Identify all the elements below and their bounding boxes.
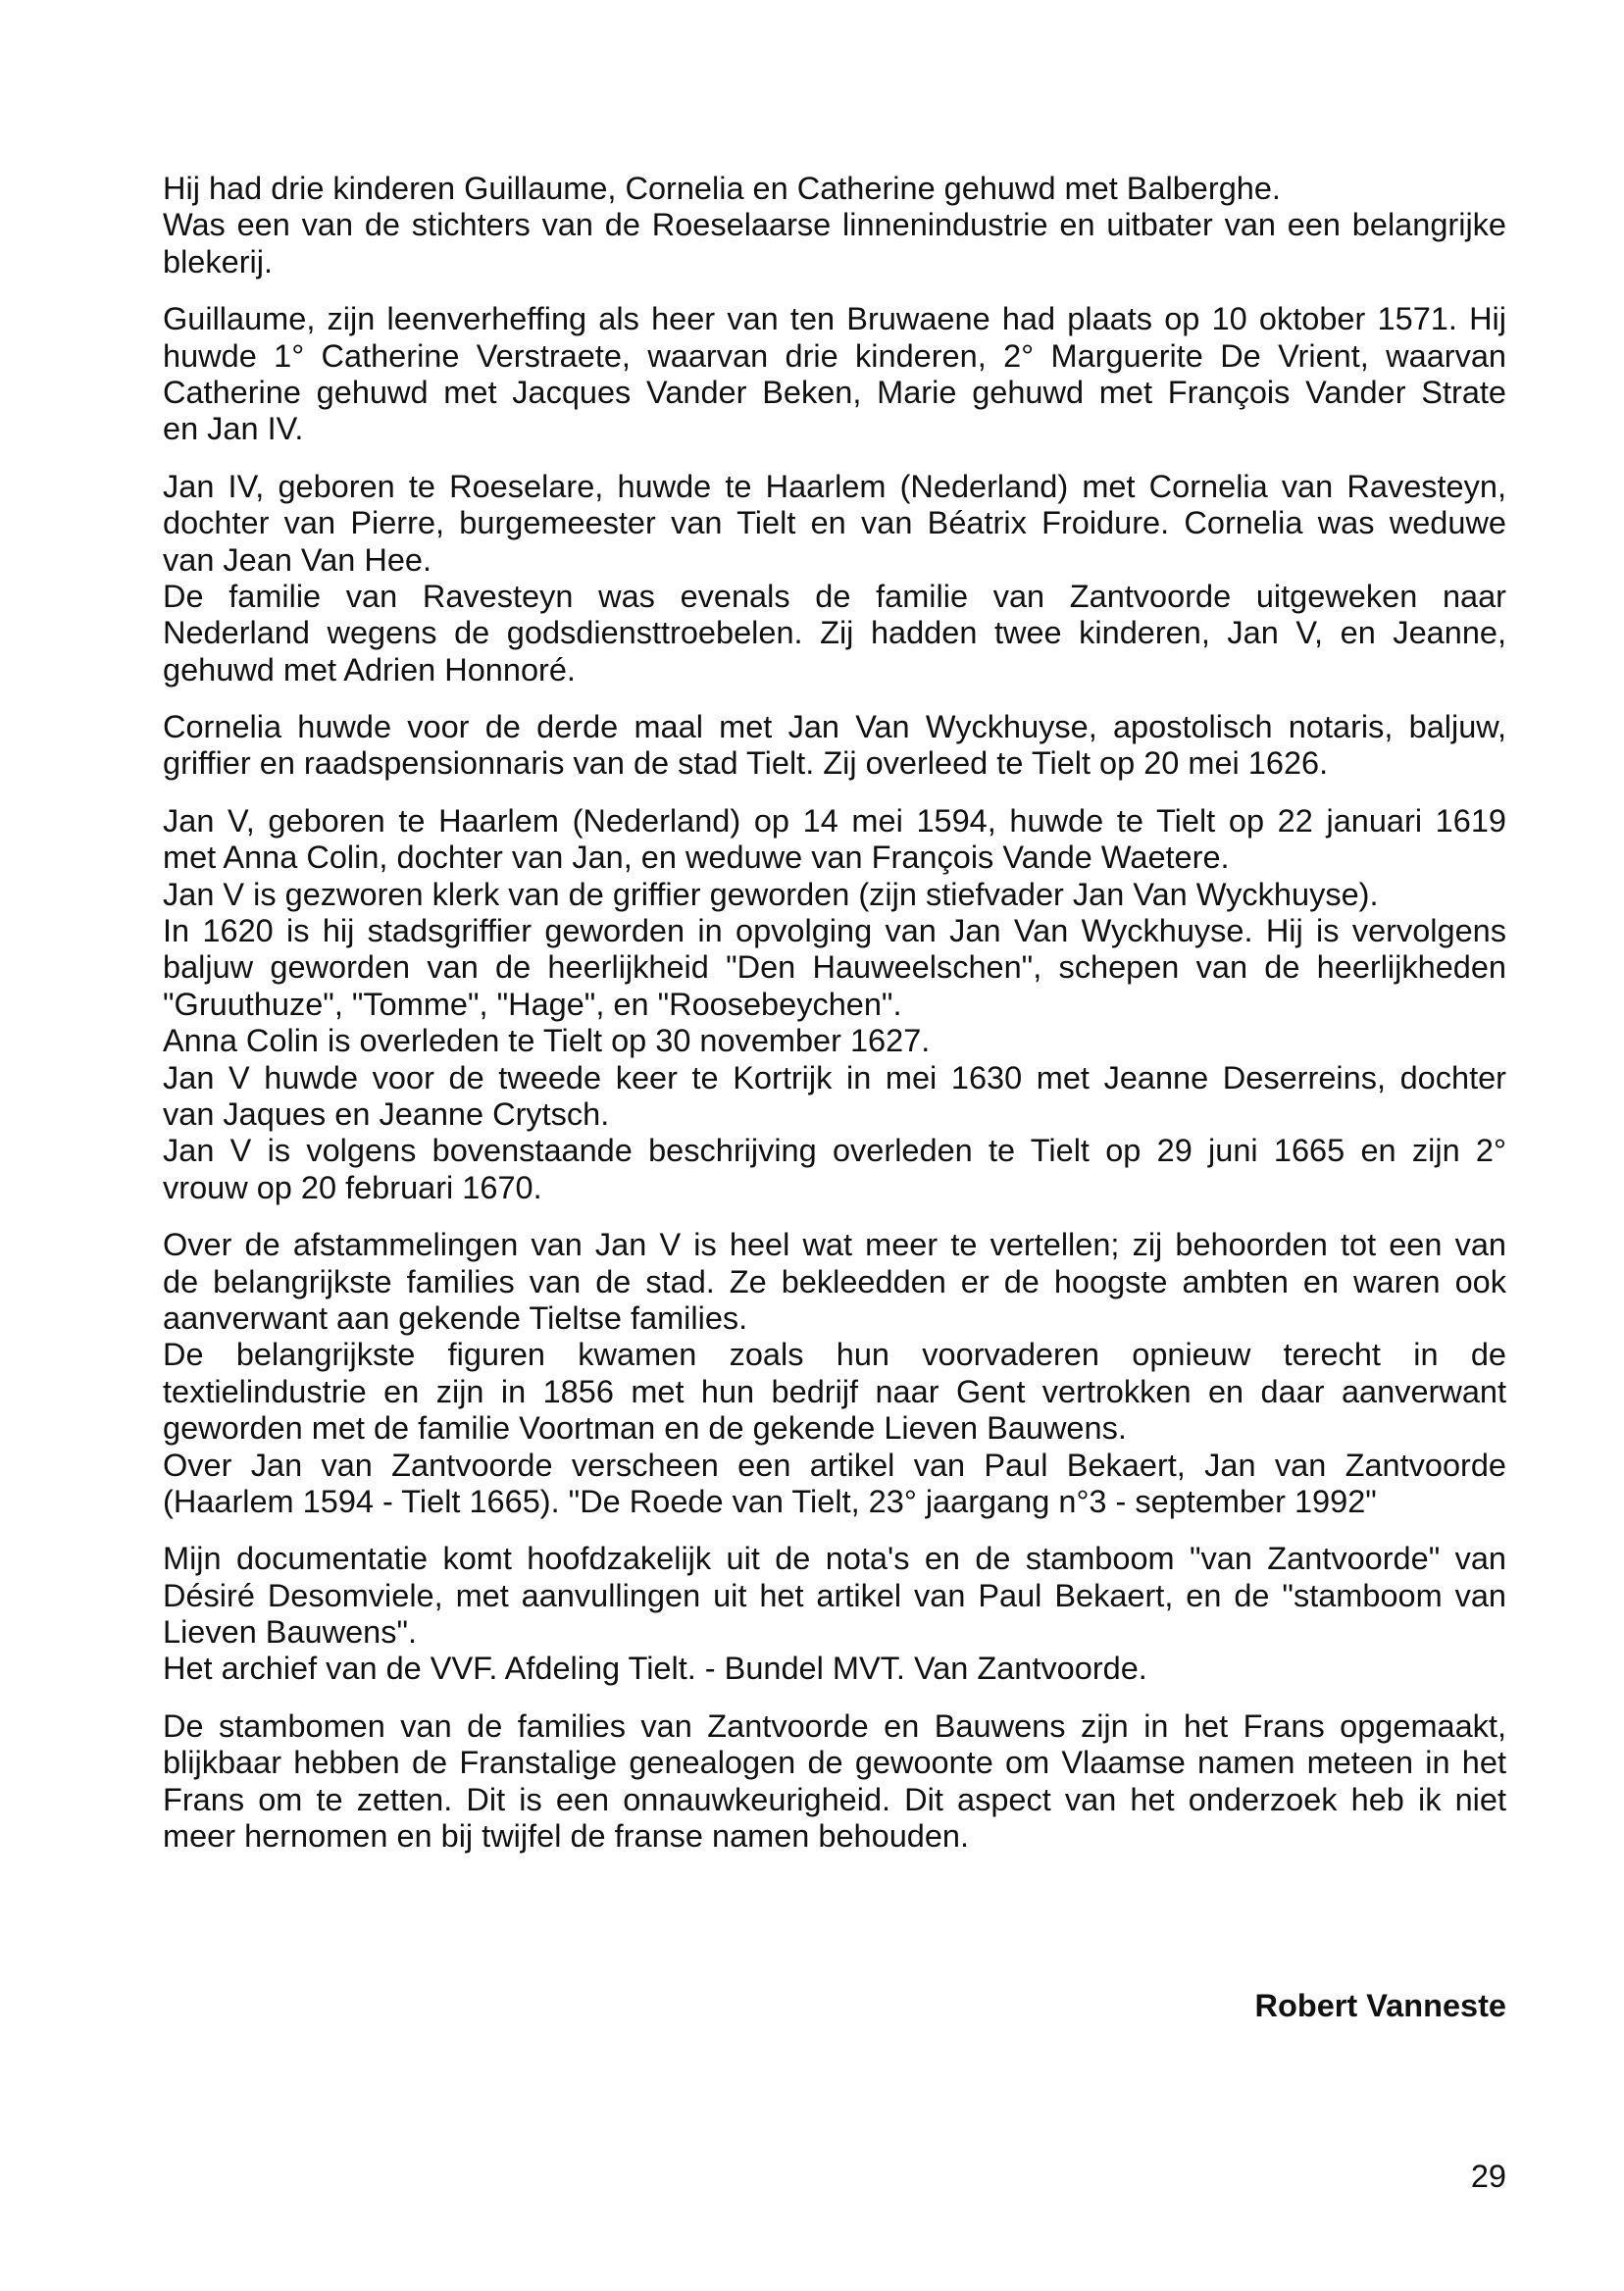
text-line: Frans om te zetten. Dit is een onnauwkeurigheid. Dit aspect van het onderzoek heb ik niet (163, 1781, 1506, 1817)
text-line: vrouw op 20 februari 1670. (163, 1169, 542, 1205)
paragraph (163, 469, 1506, 688)
text-line: van Jaques en Jeanne Crytsch. (163, 1095, 610, 1132)
text-line: Was een van de stichters van de Roeselaarse linnenindustrie en uitbater van een belangrijke (163, 207, 1506, 243)
paragraph (163, 709, 1506, 783)
paragraph (163, 803, 1506, 1206)
text-line: huwde 1° Catherine Verstraete, waarvan drie kinderen, 2° Marguerite De Vrient, waarvan (163, 337, 1506, 374)
text-line: gehuwd met Adrien Honnoré. (163, 651, 576, 687)
text-line: Jan V huwde voor de tweede keer te Kortrijk in mei 1630 met Jeanne Deserreins, dochter (163, 1059, 1506, 1095)
text-line: De belangrijkste figuren kwamen zoals hun voorvaderen opnieuw terecht in de (163, 1337, 1506, 1373)
text-line: geworden met de familie Voortman en de gekende Lieven Bauwens. (163, 1410, 1127, 1447)
text-line: "Gruuthuze", "Tomme", "Hage", en "Roosebeychen". (163, 986, 902, 1022)
text-line: (Haarlem 1594 - Tielt 1665). "De Roede van Tielt, 23° jaargang n°3 - september 1992" (163, 1483, 1377, 1519)
paragraph (163, 171, 1506, 280)
text-line: De familie van Ravesteyn was evenals de familie van Zantvoorde uitgeweken naar (163, 578, 1506, 614)
text-line: met Anna Colin, dochter van Jan, en weduwe van François Vande Waetere. (163, 840, 1230, 876)
document-body (163, 171, 1506, 1875)
text-line: textielindustrie en zijn in 1856 met hun bedrijf naar Gent vertrokken en daar aanverwant (163, 1373, 1506, 1409)
text-line: meer hernomen en bij twijfel de franse namen behouden. (163, 1818, 970, 1855)
text-line: Lieven Bauwens". (163, 1614, 418, 1651)
paragraph (163, 1541, 1506, 1688)
text-line: Over Jan van Zantvoorde verscheen een artikel van Paul Bekaert, Jan van Zantvoorde (163, 1447, 1506, 1483)
text-line: Over de afstammelingen van Jan V is heel wat meer te vertellen; zij behoorden tot een van (163, 1227, 1506, 1263)
paragraph (163, 1227, 1506, 1520)
author-signature: Robert Vanneste (1254, 1988, 1506, 2023)
text-line: Nederland wegens de godsdiensttroebelen. Zij hadden twee kinderen, Jan V, en Jeanne, (163, 615, 1506, 651)
text-line: Het archief van de VVF. Afdeling Tielt. - Bundel MVT. Van Zantvoorde. (163, 1651, 1147, 1687)
text-line: Jan V, geboren te Haarlem (Nederland) op 14 mei 1594, huwde te Tielt op 22 januari 1619 (163, 802, 1506, 839)
text-line: Hij had drie kinderen Guillaume, Cornelia en Catherine gehuwd met Balberghe. (163, 171, 1281, 206)
text-line: Mijn documentatie komt hoofdzakelijk uit de nota's en de stamboom "van Zantvoorde" van (163, 1541, 1506, 1577)
text-line: Guillaume, zijn leenverheffing als heer van ten Bruwaene had plaats op 10 oktober 1571. Hij (163, 301, 1506, 337)
text-line: Jan V is volgens bovenstaande beschrijving overleden te Tielt op 29 juni 1665 en zijn 2° (163, 1133, 1506, 1169)
paragraph (163, 301, 1506, 448)
text-line: De stambomen van de families van Zantvoorde en Bauwens zijn in het Frans opgemaakt, (163, 1707, 1506, 1744)
text-line: en Jan IV. (163, 411, 304, 447)
text-line: Désiré Desomviele, met aanvullingen uit het artikel van Paul Bekaert, en de "stamboom van (163, 1577, 1506, 1613)
text-line: de belangrijkste families van de stad. Ze bekleedden er de hoogste ambten en waren ook (163, 1263, 1506, 1299)
text-line: In 1620 is hij stadsgriffier geworden in opvolging van Jan Van Wyckhuyse. Hij is vervolgens (163, 913, 1506, 949)
text-line: Jan IV, geboren te Roeselare, huwde te Haarlem (Nederland) met Cornelia van Ravesteyn, (163, 468, 1506, 504)
text-line: Cornelia huwde voor de derde maal met Jan Van Wyckhuyse, apostolisch notaris, baljuw, (163, 709, 1506, 745)
text-line: blijkbaar hebben de Franstalige genealogen de gewoonte om Vlaamse namen meteen in het (163, 1745, 1506, 1781)
text-line: Catherine gehuwd met Jacques Vander Beken, Marie gehuwd met François Vander Strate (163, 374, 1506, 410)
text-line: Jan V is gezworen klerk van de griffier geworden (zijn stiefvader Jan Van Wyckhuyse). (163, 876, 1379, 912)
text-line: griffier en raadspensionnaris van de stad Tielt. Zij overleed te Tielt op 20 mei 1626. (163, 745, 1329, 782)
text-line: dochter van Pierre, burgemeester van Tielt en van Béatrix Froidure. Cornelia was weduwe (163, 505, 1506, 541)
text-line: van Jean Van Hee. (163, 541, 432, 578)
text-line: Anna Colin is overleden te Tielt op 30 november 1627. (163, 1023, 931, 1059)
text-line: aanverwant aan gekende Tieltse families. (163, 1299, 748, 1336)
text-line: baljuw geworden van de heerlijkheid "Den Hauweelschen", schepen van de heerlijkheden (163, 949, 1506, 986)
page-number: 29 (1470, 2159, 1506, 2194)
text-line: blekerij. (163, 243, 273, 280)
paragraph (163, 1708, 1506, 1856)
